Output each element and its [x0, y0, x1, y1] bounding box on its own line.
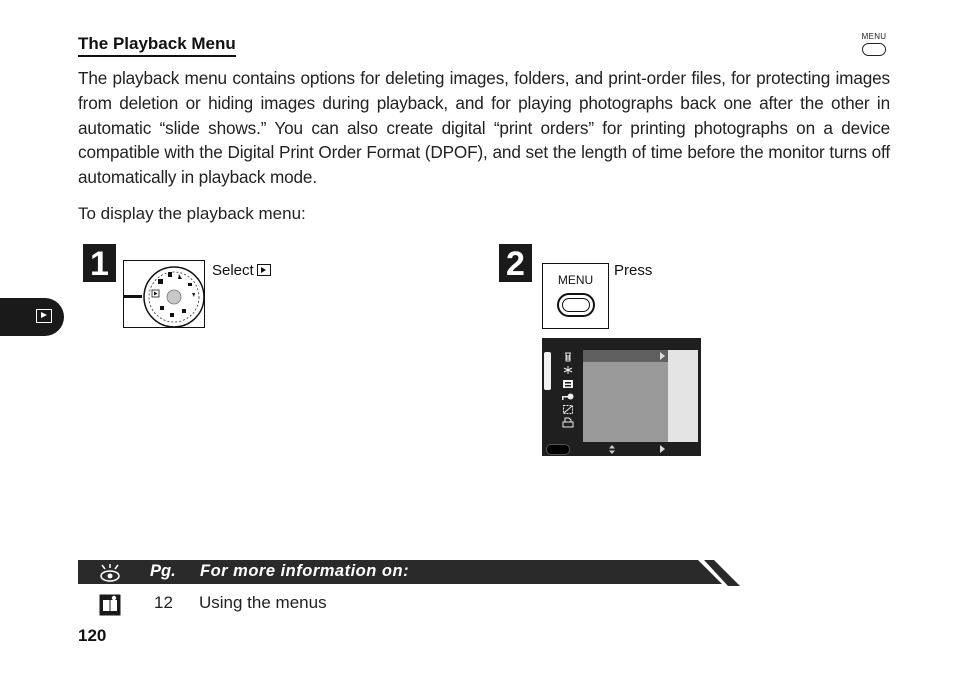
intro-paragraph: The playback menu contains options for deleting images, folders, and print-order files, for protecting images from deletion or hiding images during playback, and for playing photographs back one after the other in automatic “slide shows.” You can also create digital “print orders” for printing photographs on a device compatible with the Digital Print Order Format (DPOF), and set the length of time before the monitor turns off automatically in playback mode.	[78, 68, 890, 188]
mode-dial-graphic	[124, 261, 204, 327]
menu-values-panel	[668, 350, 698, 442]
playback-icon	[36, 309, 52, 323]
menu-icon-label: MENU	[861, 32, 887, 41]
slide-show-icon	[562, 378, 574, 389]
delete-icon	[562, 351, 574, 362]
step-1-instruction	[212, 262, 271, 279]
reference-book-icon	[99, 594, 121, 616]
mode-dial	[123, 260, 205, 328]
right-arrow-icon	[660, 445, 665, 453]
menu-options-panel	[583, 350, 668, 442]
reference-topic: Using the menus	[199, 593, 327, 612]
menu-button-illustration	[542, 263, 609, 329]
protect-icon	[562, 391, 574, 402]
up-down-arrow-icon	[608, 445, 616, 456]
reference-page: 12	[154, 593, 173, 612]
hide-image-icon	[562, 404, 574, 415]
page-number: 120	[78, 626, 107, 645]
playback-icon	[257, 264, 271, 276]
menu-pill-shape	[862, 43, 886, 56]
eye-tip-icon	[98, 564, 122, 587]
step-1-number: 1	[83, 244, 116, 282]
menu-button-icon	[860, 32, 890, 56]
selected-menu-row	[583, 350, 668, 362]
info-pg-label: Pg.	[150, 562, 176, 580]
more-info-bar	[78, 560, 740, 586]
playback-section-tab	[0, 298, 64, 336]
step-1-text: Select	[212, 262, 254, 279]
submenu-arrow-icon	[660, 352, 665, 360]
step-2-text: Press	[614, 262, 653, 279]
to-display-text: To display the playback menu:	[78, 204, 306, 223]
section-title: The Playback Menu	[78, 34, 236, 57]
menu-button-label: MENU	[557, 273, 594, 287]
info-bar-header: For more information on:	[200, 562, 410, 580]
menu-button-shape	[557, 293, 595, 317]
folder-icon	[562, 365, 574, 376]
screen-scroll-indicator	[544, 352, 551, 390]
playback-menu-screen	[542, 338, 701, 456]
print-set-icon	[562, 417, 574, 428]
step-2-number: 2	[499, 244, 532, 282]
ok-button-icon	[546, 444, 570, 455]
